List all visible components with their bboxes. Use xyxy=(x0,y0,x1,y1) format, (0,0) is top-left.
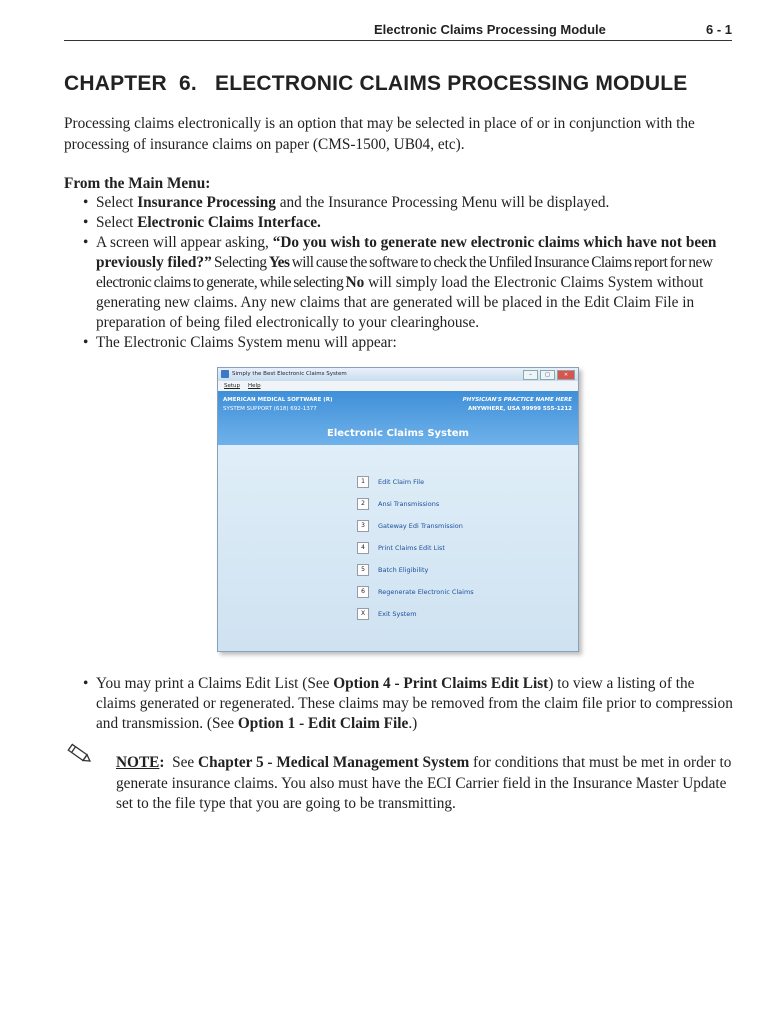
bullet-bold: Electronic Claims Interface. xyxy=(137,214,321,231)
menu-item-key[interactable]: 2 xyxy=(357,498,369,510)
bullet-text: You may print a Claims Edit List (See xyxy=(96,675,334,692)
menu-item-label[interactable]: Ansi Transmissions xyxy=(378,500,440,508)
bullet-item: • Select Insurance Processing and the Insurance Processing Menu will be displayed. xyxy=(83,194,610,211)
app-icon xyxy=(221,370,229,378)
note-bold: Chapter 5 - Medical Management System xyxy=(198,754,470,771)
menu-setup[interactable]: Setup xyxy=(224,383,241,389)
note-text: for conditions that must be met in order to generate insurance claims. You also must have the ECI Carrier field in the Insurance Master Update set to the file type that you are going to be transmitting. xyxy=(116,754,732,812)
ecs-window-screenshot xyxy=(217,367,579,652)
bullet-bold: Option 4 - Print Claims Edit List xyxy=(333,675,549,692)
note-paragraph: NOTE: See Chapter 5 - Medical Management System for conditions that must be met in order to generate insurance claims. You also must have the ECI Carrier field in the Insurance Master Update set to the file type that you are going to be transmitting. xyxy=(116,754,732,812)
bullet-item: • You may print a Claims Edit List (See Option 4 - Print Claims Edit List) to view a listing of the claims generated or regenerated. These claims may be removed from the claim file prior to compression and transmission. (See Option 1 - Edit Claim File.) xyxy=(83,675,733,732)
bullet-bold: Option 1 - Edit Claim File xyxy=(237,715,409,732)
window-title: Simply the Best Electronic Claims System xyxy=(232,371,347,377)
menu-item-key[interactable]: 5 xyxy=(357,564,369,576)
bullet-text: The Electronic Claims System menu will appear: xyxy=(96,334,397,351)
intro-paragraph: Processing claims electronically is an option that may be selected in place of or in conjunction with the processing of insurance claims on paper (CMS-1500, UB04, etc). xyxy=(64,115,695,153)
from-main-menu-heading: From the Main Menu: xyxy=(64,175,211,192)
bullet-text: will simply load the Electronic Claims System without generating new claims. Any new claims that are generated will be placed in the Edit Claim File in preparation of being filed electronically to your clearinghouse. xyxy=(96,274,704,331)
close-icon[interactable]: ✕ xyxy=(557,370,575,380)
menu-item-batch-eligibility[interactable] xyxy=(357,564,428,576)
system-title: Electronic Claims System xyxy=(327,428,469,439)
menu-item-label[interactable]: Exit System xyxy=(378,610,417,618)
menu-item-key[interactable]: 6 xyxy=(357,586,369,598)
minimize-icon[interactable]: – xyxy=(523,370,538,380)
menu-item-exit-system[interactable] xyxy=(357,608,417,620)
menu-item-label[interactable]: Batch Eligibility xyxy=(378,566,429,574)
bullet-text: .) xyxy=(408,715,418,732)
menu-help[interactable]: Help xyxy=(248,383,261,389)
page-number: 6 - 1 xyxy=(705,22,732,37)
company-name: AMERICAN MEDICAL SOFTWARE (R) xyxy=(223,397,333,403)
header-title: Electronic Claims Processing Module xyxy=(374,22,606,37)
menu-item-key[interactable]: 1 xyxy=(357,476,369,488)
bullet-text: Select xyxy=(96,194,138,211)
menu-item-print-claims-edit-list[interactable] xyxy=(357,542,445,554)
support-line: SYSTEM SUPPORT (618) 692-1377 xyxy=(223,406,317,412)
menu-item-regenerate-claims[interactable] xyxy=(357,586,474,598)
menu-item-label[interactable]: Gateway Edi Transmission xyxy=(378,522,463,530)
bullet-bold: Insurance Processing xyxy=(137,194,276,211)
menu-item-edit-claim-file[interactable] xyxy=(357,476,424,488)
menu-item-gateway-edi[interactable] xyxy=(357,520,463,532)
note-label: NOTE xyxy=(116,754,160,771)
chapter-title: CHAPTER 6. ELECTRONIC CLAIMS PROCESSING MODULE xyxy=(64,72,688,95)
menu-item-key[interactable]: X xyxy=(357,608,369,620)
menu-item-key[interactable]: 3 xyxy=(357,520,369,532)
window-banner xyxy=(218,391,578,445)
bullet-text: Select xyxy=(96,214,138,231)
menu-item-ansi-transmissions[interactable] xyxy=(357,498,439,510)
bullet-item: • Select Electronic Claims Interface. xyxy=(83,214,321,231)
note-text: See xyxy=(164,754,199,771)
menu-item-key[interactable]: 4 xyxy=(357,542,369,554)
bullet-text: will cause the software to check the Unfiled Insurance Claims report for new electronic claims to generate, while selecting xyxy=(96,254,713,291)
menu-item-label[interactable]: Print Claims Edit List xyxy=(378,544,445,552)
bullet-text: Selecting xyxy=(211,254,269,271)
window-titlebar xyxy=(218,368,578,381)
bullet-bold: Yes xyxy=(268,254,290,271)
menu-item-label[interactable]: Edit Claim File xyxy=(378,478,425,486)
menu-item-label[interactable]: Regenerate Electronic Claims xyxy=(378,588,474,596)
pencil-icon xyxy=(64,740,94,768)
bullet-bold: No xyxy=(345,274,365,291)
bullet-item: • The Electronic Claims System menu will appear: xyxy=(83,334,397,351)
window-menu-area xyxy=(218,445,578,651)
page-header xyxy=(64,20,732,41)
practice-name: PHYSICIAN'S PRACTICE NAME HERE xyxy=(462,397,572,403)
bullet-text: ) to view a listing of the claims generated or regenerated. These claims may be removed from the claim file prior to compression and transmission. (See xyxy=(96,675,733,732)
practice-address: ANYWHERE, USA 99999 555-1212 xyxy=(468,406,572,412)
bullet-item: • A screen will appear asking, “Do you wish to generate new electronic claims which have not been previously filed?” Selecting Yes will cause the software to check the Unfiled Insurance Claims report for new electronic claims to generate, while selecting No will simply load the Electronic Claims System without generating new claims. Any new claims that are generated will be placed in the Edit Claim File in preparation of being filed electronically to your clearinghouse. xyxy=(83,234,717,331)
bullet-text: and the Insurance Processing Menu will be displayed. xyxy=(275,194,610,211)
maximize-icon[interactable]: □ xyxy=(540,370,555,380)
bullet-text: A screen will appear asking, xyxy=(96,234,273,251)
window-menubar xyxy=(218,381,578,391)
bullet-bold: “Do you wish to generate new electronic claims which have not been previously filed?” xyxy=(96,234,717,271)
